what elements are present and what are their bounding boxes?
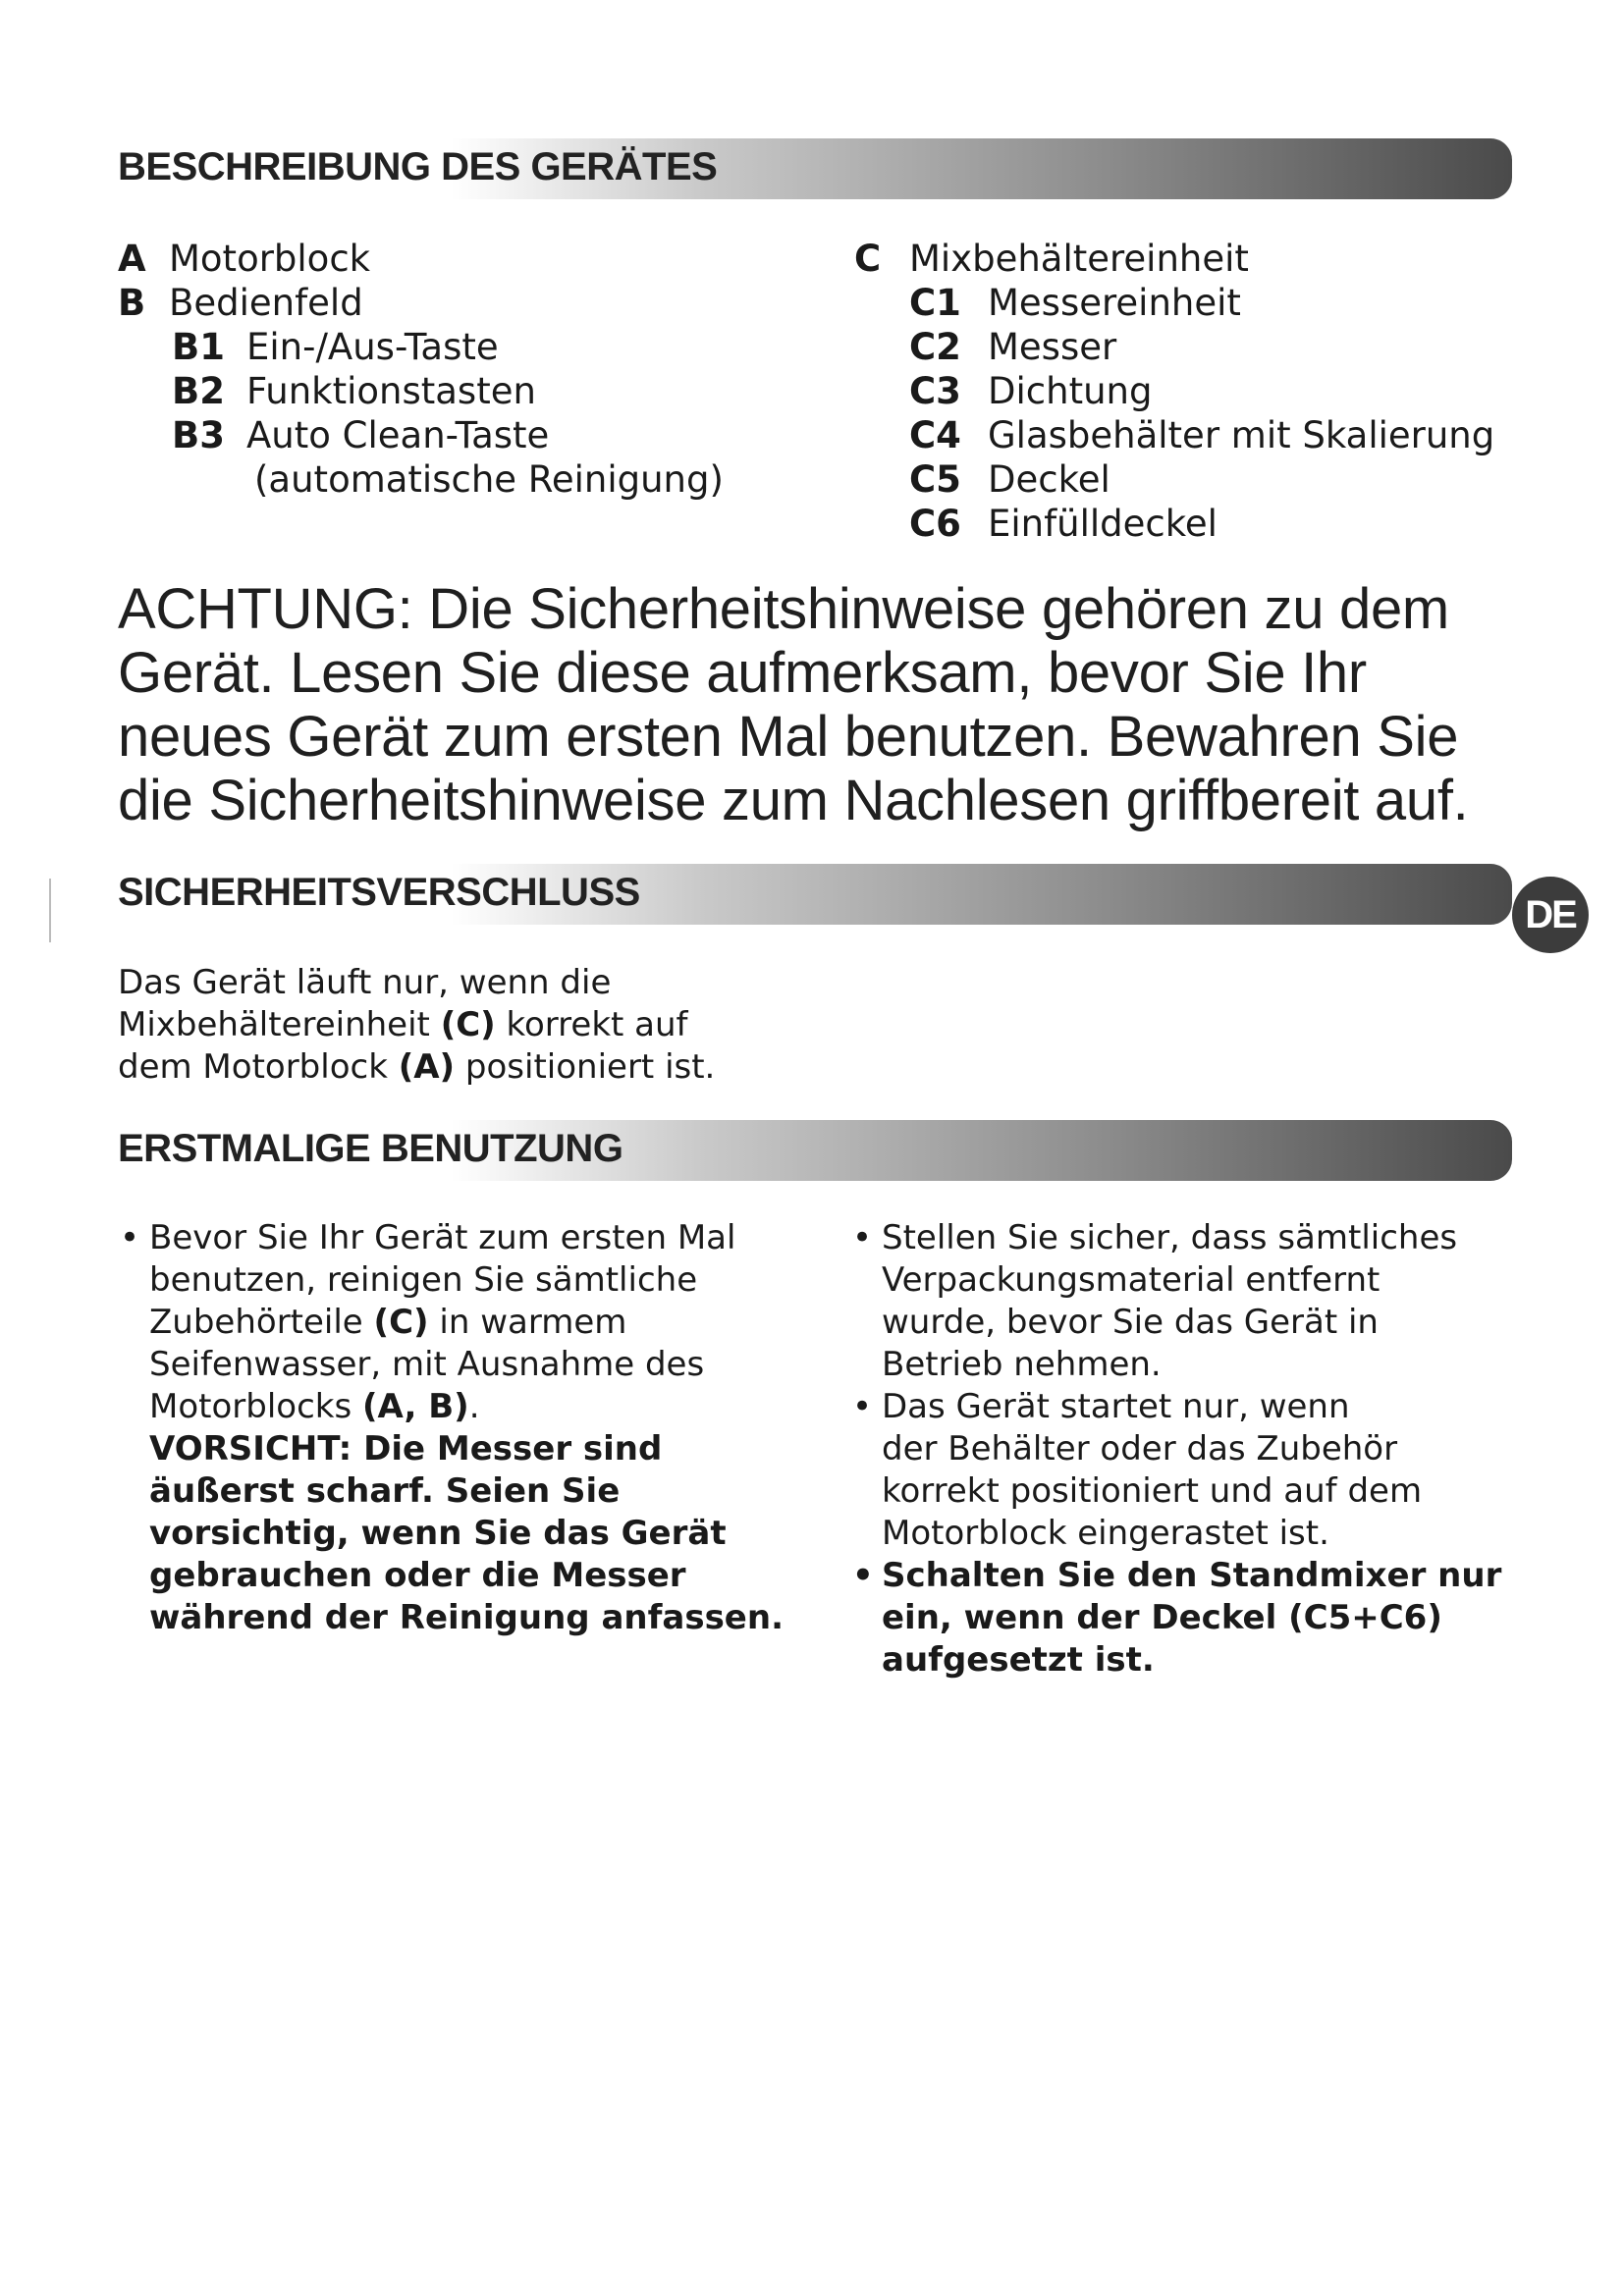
text-line [850,1639,1501,1682]
part-label: Ein-/Aus-Taste [246,326,499,368]
part-label: Messereinheit [988,282,1241,324]
text-line [850,1513,1501,1555]
bold-text: (A, B) [361,1387,469,1426]
bullet-item [850,1386,1501,1428]
part-label: Mixbehältereinheit [909,238,1249,280]
bold-text: aufgesetzt ist. [882,1640,1155,1680]
bold-text: (A) [398,1047,456,1087]
part-label: Dichtung [988,370,1153,412]
part-label: Funktionstasten [246,370,536,412]
bold-text: (C) [373,1303,429,1342]
part-code: C6 [909,503,961,545]
text: Motorblocks [149,1387,362,1426]
part-code: C2 [909,326,961,368]
bold-text: ein, wenn der Deckel (C5+C6) [882,1598,1442,1637]
text-line [850,1470,1501,1513]
text: wurde, bevor Sie das Gerät in [882,1303,1379,1342]
text: dem Motorblock [118,1047,399,1087]
bullet-icon: • [852,1556,874,1595]
part-label: Bedienfeld [169,282,363,324]
section-title-description: BESCHREIBUNG DES GERÄTES [118,145,718,188]
bold-text: während der Reinigung anfassen. [149,1598,784,1637]
text-line [118,1428,784,1470]
warning-line: ACHTUNG: Die Sicherheitshinweise gehören zu dem [118,577,1449,641]
text-line [118,962,715,1004]
part-label: (automatische Reinigung) [254,458,724,501]
text: Motorblock eingerastet ist. [882,1514,1329,1553]
text: . [468,1387,480,1426]
part-code: B [118,282,146,324]
text: Bevor Sie Ihr Gerät zum ersten Mal [149,1218,736,1257]
text-line [850,1302,1501,1344]
text-line [118,1302,784,1344]
text: Verpackungsmaterial entfernt [882,1260,1380,1300]
part-label: Auto Clean-Taste [246,414,550,456]
warning-line: neues Gerät zum ersten Mal benutzen. Bewahren Sie [118,705,1459,769]
part-label: Messer [988,326,1117,368]
text: in warmem [428,1303,627,1342]
part-code: C [854,238,882,280]
part-code: B3 [172,414,225,456]
text-line [118,1259,784,1302]
part-label: Glasbehälter mit Skalierung [988,414,1495,456]
margin-mark [49,879,51,942]
text-line [118,1555,784,1597]
safety-lock-text [118,962,715,1089]
text-line [118,1513,784,1555]
text: Stellen Sie sicher, dass sämtliches [882,1218,1458,1257]
warning-line: Gerät. Lesen Sie diese aufmerksam, bevor Sie Ihr [118,641,1367,705]
text-line [118,1046,715,1089]
part-code: C5 [909,458,961,501]
text: Das Gerät läuft nur, wenn die [118,963,612,1002]
warning-line: die Sicherheitshinweise zum Nachlesen griffbereit auf. [118,769,1469,832]
text: korrekt positioniert und auf dem [882,1471,1423,1511]
bullet-icon: • [120,1218,140,1257]
bullet-icon: • [852,1218,873,1257]
text-line [118,1470,784,1513]
part-code: A [118,238,146,280]
safety-warning [118,577,1532,832]
first-use-right-column [850,1217,1501,1682]
language-badge: DE [1512,877,1589,953]
bold-text: gebrauchen oder die Messer [149,1556,686,1595]
section-title-first-use: ERSTMALIGE BENUTZUNG [118,1127,623,1170]
text: Betrieb nehmen. [882,1345,1162,1384]
part-label: Motorblock [169,238,371,280]
text-line [850,1597,1501,1639]
first-use-left-column [118,1217,784,1639]
bold-text: (C) [440,1005,496,1044]
text-line [850,1344,1501,1386]
part-code: B2 [172,370,225,412]
section-title-safety-lock: SICHERHEITSVERSCHLUSS [118,871,640,914]
text: Das Gerät startet nur, wenn [882,1387,1350,1426]
part-label: Einfülldeckel [988,503,1218,545]
bold-text: äußerst scharf. Seien Sie [149,1471,621,1511]
text-line [118,1386,784,1428]
text: benutzen, reinigen Sie sämtliche [149,1260,698,1300]
part-code: C1 [909,282,961,324]
bold-text: vorsichtig, wenn Sie das Gerät [149,1514,727,1553]
text-line [850,1428,1501,1470]
bullet-icon: • [852,1387,873,1426]
bullet-item [850,1217,1501,1259]
text: Seifenwasser, mit Ausnahme des [149,1345,705,1384]
text: Zubehörteile [149,1303,374,1342]
bold-text: Schalten Sie den Standmixer nur [882,1556,1502,1595]
bullet-item [850,1555,1501,1597]
text: der Behälter oder das Zubehör [882,1429,1398,1468]
text-line [850,1259,1501,1302]
text-line [118,1344,784,1386]
text-line [118,1597,784,1639]
text: korrekt auf [495,1005,688,1044]
text-line [118,1004,715,1046]
bullet-item [118,1217,784,1259]
text: positioniert ist. [455,1047,716,1087]
text: Mixbehältereinheit [118,1005,441,1044]
part-code: C4 [909,414,961,456]
part-code: B1 [172,326,225,368]
part-code: C3 [909,370,961,412]
bold-text: VORSICHT: Die Messer sind [149,1429,663,1468]
part-label: Deckel [988,458,1110,501]
